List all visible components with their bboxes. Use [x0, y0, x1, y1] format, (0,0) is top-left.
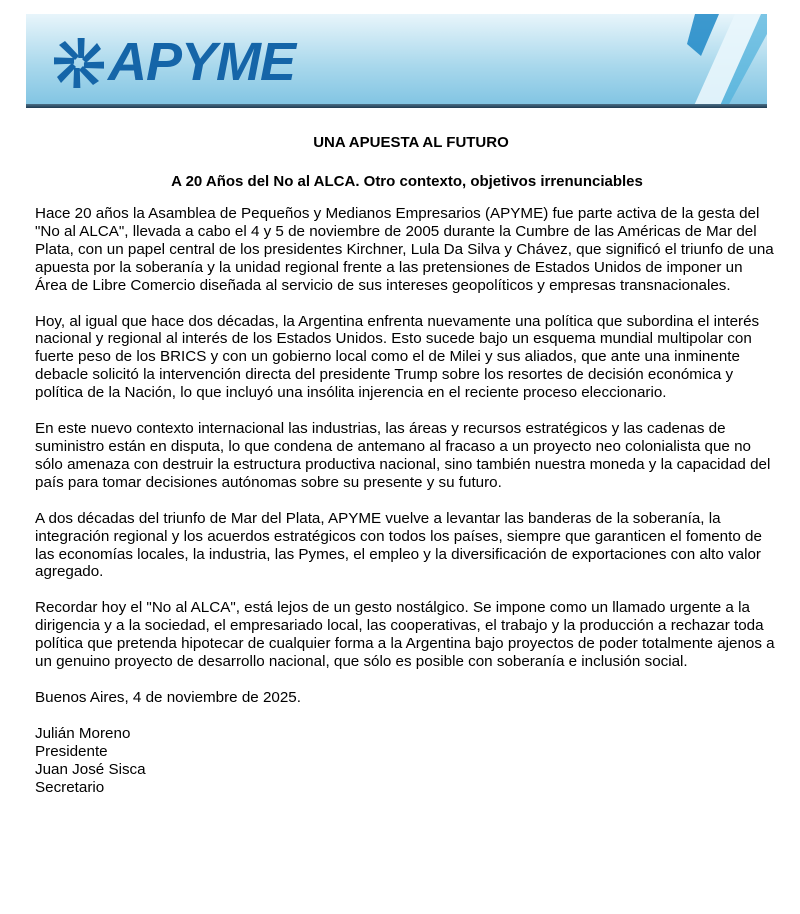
document-title: UNA APUESTA AL FUTURO: [313, 134, 509, 151]
apyme-emblem-icon: [54, 38, 104, 88]
paragraph: Hoy, al igual que hace dos décadas, la Argentina enfrenta nuevamente una política que subordina el interés nacional y regional al interés de los Estados Unidos. Esto sucede bajo un esquema mundial multipolar con fuerte peso de los BRICS y con un gobierno local como el de Milei y sus aliados, que ante una inminente debacle solicitó la intervención directa del presidente Trump sobre los resortes de decisión económica y política de la Nación, lo que incluyó una insólita injerencia en el reciente proceso eleccionario.: [35, 312, 760, 402]
header-banner: [26, 14, 767, 108]
signatory-name: Julián Moreno: [35, 724, 131, 742]
decorative-swoosh-icon: [657, 14, 767, 108]
place-date: Buenos Aires, 4 de noviembre de 2025.: [35, 688, 301, 706]
paragraph: Hace 20 años la Asamblea de Pequeños y Medianos Empresarios (APYME) fue parte activa de la gesta del "No al ALCA", llevada a cabo el 4 y 5 de noviembre de 2005 durante la Cumbre de las Américas de Mar del Plata, con un papel central de los presidentes Kirchner, Lula Da Silva y Chávez, que significó el triunfo de una apuesta por la soberanía y la unidad regional frente a las pretensiones de Estados Unidos de imponer un Área de Libre Comercio diseñada al servicio de sus intereses geopolíticos y empresas transnacionales.: [35, 205, 774, 294]
document-subtitle: A 20 Años del No al ALCA. Otro contexto, objetivos irrenunciables: [171, 173, 643, 190]
logo-text: APYME: [108, 32, 296, 92]
paragraph: Recordar hoy el "No al ALCA", está lejos de un gesto nostálgico. Se impone como un llamado urgente a la dirigencia y a la sociedad, el empresariado local, las cooperativas, el trabajo y la producción a rechazar toda política que pretenda hipotecar de cualquier forma a la Argentina bajo proyectos de poder totalmente ajenos a un genuino proyecto de desarrollo nacional, que sólo es posible con soberanía e inclusión social.: [35, 599, 775, 671]
signatory-role: Presidente: [35, 742, 108, 760]
signatory-role: Secretario: [35, 778, 105, 796]
signatory-name: Juan José Sisca: [35, 760, 146, 778]
paragraph: En este nuevo contexto internacional las industrias, las áreas y recursos estratégicos y las cadenas de suministro están en disputa, lo que condena de antemano al fracaso a un proyecto neo colonialista que no sólo amenaza con destruir la estructura productiva nacional, sino también nuestra moneda y la capacidad del país para tomar decisiones autónomas sobre su presente y su futuro.: [35, 420, 771, 491]
signature-block: [35, 725, 775, 797]
document-body: [35, 133, 775, 796]
paragraph: A dos décadas del triunfo de Mar del Plata, APYME vuelve a levantar las banderas de la soberanía, la integración regional y los acuerdos estratégicos con todos los países, siempre que garanticen el fomento de las economías locales, la industria, las Pymes, el empleo y la diversificación de exportaciones con alto valor agregado.: [35, 509, 762, 581]
